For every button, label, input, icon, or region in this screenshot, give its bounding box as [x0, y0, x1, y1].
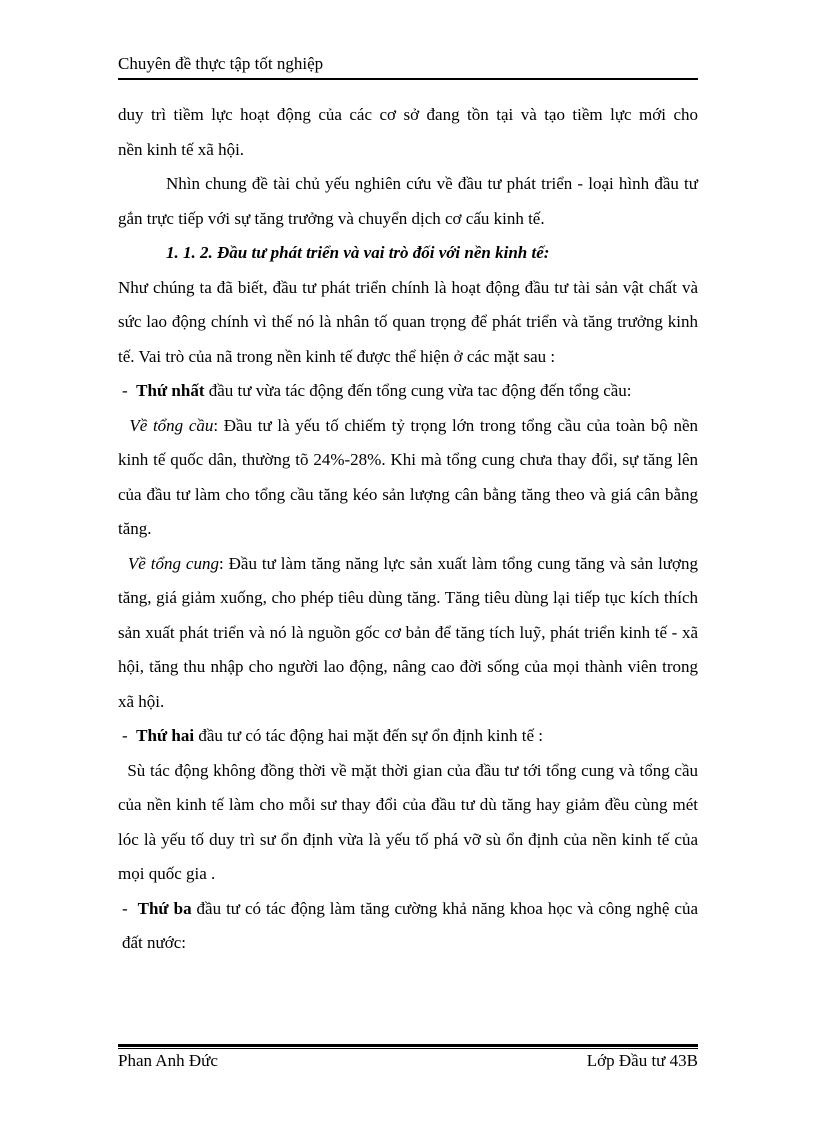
list-item-text: đầu tư có tác động hai mặt đến sự ổn định kinh tế :: [194, 726, 544, 745]
paragraph-summary: Nhìn chung đề tài chủ yếu nghiên cứu về đầu tư phát triển - loại hình đầu tư gắn trực tiếp với sự tăng trưởng và chuyển dịch cơ cấu kinh tế.: [118, 174, 698, 228]
paragraph-stability: [118, 754, 698, 892]
paragraph-aggregate-supply: [118, 547, 698, 720]
list-item-label: Thứ hai: [136, 726, 195, 745]
list-dash: -: [122, 898, 128, 918]
document-body: [118, 98, 698, 961]
term-label: Về tổng cầu: [129, 415, 214, 435]
paragraph-text: Sù tác động không đồng thời về mặt thời gian của đầu tư tới tổng cung và tổng cầu của nền kinh tế làm cho mỗi sư thay đổi của đầu tư dù tăng hay giảm đều cùng mét lóc là yếu tố duy trì sư ổn định vừa là yếu tố phá vỡ sù ổn định của nền kinh tế của mọi quốc gia .: [118, 760, 698, 883]
list-dash: -: [122, 381, 128, 400]
list-item-second: [118, 719, 698, 754]
list-dash: -: [122, 726, 128, 745]
section-heading: 1. 1. 2. Đầu tư phát triển và vai trò đối với nền kinh tế:: [166, 243, 550, 262]
paragraph-continuation-line-1: duy trì tiềm lực hoạt động của các cơ sở đang tồn tại và tạo tiềm lực mới cho: [118, 105, 698, 124]
paragraph-text: : Đầu tư là yếu tố chiếm tỷ trọng lớn trong tổng cầu của toàn bộ nền kinh tế quốc dân, thường tõ 24%-28%. Khi mà tổng cung chưa thay đổi, sự tăng lên của đầu tư làm cho tổng cầu tăng kéo sản lượng cân bằng tăng theo và giá cân bằng tăng.: [118, 415, 699, 538]
list-item-label: Thứ nhất: [136, 381, 205, 400]
footer-rule-thick: [118, 1044, 698, 1047]
term-label: Về tổng cung: [127, 553, 219, 573]
list-item-first: [118, 374, 698, 409]
paragraph-aggregate-demand: [118, 409, 698, 547]
list-item-third: [118, 892, 698, 961]
page-header-title: Chuyên đề thực tập tốt nghiệp: [118, 54, 324, 73]
footer-class: Lớp Đầu tư 43B: [586, 1051, 698, 1070]
list-item-text: đầu tư vừa tác động đến tổng cung vừa tac động đến tổng cầu:: [204, 381, 632, 400]
page-footer: [118, 1049, 698, 1073]
footer-author: Phan Anh Đức: [118, 1051, 218, 1070]
paragraph-text: : Đầu tư làm tăng năng lực sản xuất làm tổng cung tăng và sản lượng tăng, giá giảm xuống, cho phép tiêu dùng tăng. Tăng tiêu dùng lại tiếp tục kích thích sản xuất phát triển và nó là nguồn gốc cơ bản để tăng tích luỹ, phát triển kinh tế - xã hội, tăng thu nhập cho người lao động, nâng cao đời sống của mọi thành viên trong xã hội.: [118, 553, 698, 711]
paragraph-intro: Như chúng ta đã biết, đầu tư phát triển chính là hoạt động đầu tư tài sản vật chất và sức lao động chính vì thế nó là nhân tố quan trọng để phát triển và tăng trưởng kinh tế. Vai trò của nã trong nền kinh tế được thể hiện ở các mặt sau :: [118, 277, 698, 366]
paragraph-continuation-line-2: nền kinh tế xã hội.: [118, 139, 245, 159]
header-rule: [118, 78, 698, 80]
list-item-text: đầu tư có tác động làm tăng cường khả năng khoa học và công nghệ của đất nước:: [122, 898, 699, 952]
list-item-label: Thứ ba: [137, 898, 192, 918]
